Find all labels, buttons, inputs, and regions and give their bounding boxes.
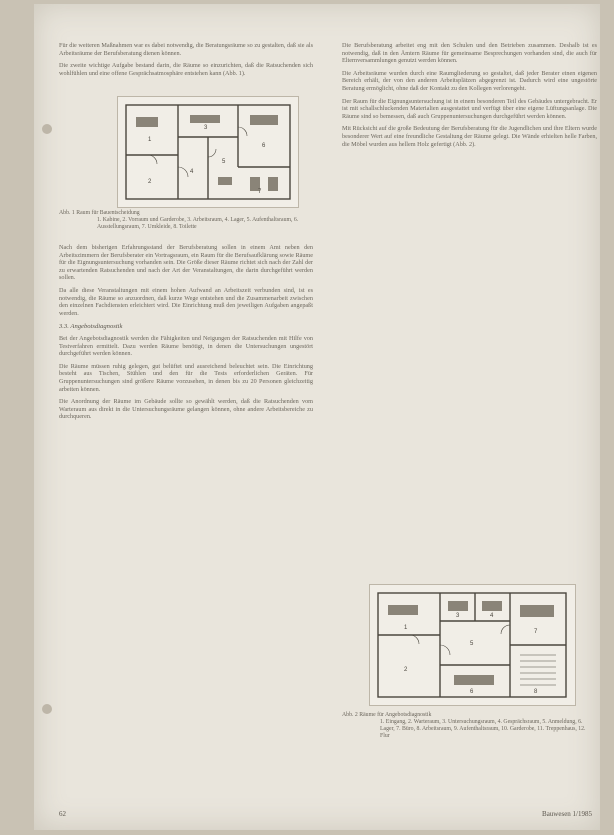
floor-plan-drawing [118, 97, 298, 207]
punch-hole [42, 704, 52, 714]
svg-text:2: 2 [148, 179, 152, 185]
svg-text:3: 3 [204, 125, 208, 131]
paragraph: Die Anordnung der Räume im Gebäude sollte so gewählt werden, daß die Ratsuchenden vom Warteraum aus direkt in die Untersuchungsräume gelangen können, ohne andere Arbeitsbereiche zu durchqueren. [59, 398, 313, 421]
paragraph: Für die weiteren Maßnahmen war es dabei notwendig, die Beratungsräume so zu gestalten, daß sie als Arbeitsräume der Berufsberatung dienen können. [59, 42, 313, 57]
figure-label: Abb. 2 [342, 712, 358, 718]
left-column-top [59, 42, 313, 92]
svg-text:7: 7 [258, 189, 262, 195]
svg-text:4: 4 [490, 613, 494, 619]
paragraph: Die Berufsberatung arbeitet eng mit den Schulen und den Betrieben zusammen. Deshalb ist es notwendig, daß in den Ämtern Räume für gemeinsame Besprechungen vorhanden sind, die auch für Elternversammlungen genutzt werden können. [342, 42, 597, 65]
left-column-middle [59, 244, 313, 444]
svg-text:3: 3 [456, 613, 460, 619]
figure-title: Räume für Angebotsdiagnostik [359, 712, 432, 718]
figure-caption-text: 1. Eingang, 2. Warteraum, 3. Untersuchungsraum, 4. Gesprächsraum, 5. Anmeldung, 6. Lager, 7. Büro, 8. Arbeitsraum, 9. Aufenthaltsraum, 10. Garderobe, 11. Treppenhaus, 12. Flur [380, 719, 586, 739]
figure-2-caption [342, 712, 592, 740]
paragraph: Die Räume müssen ruhig gelegen, gut belüftet und ausreichend beleuchtet sein. Die Einrichtung besteht aus Tischen, Stühlen und den für die Tests erforderlichen Geräten. Für Gruppenuntersuchungen sind größere Räume vorzusehen, in denen bis zu 20 Personen gleichzeitig arbeiten können. [59, 362, 313, 393]
svg-text:8: 8 [534, 689, 538, 695]
svg-text:1: 1 [148, 137, 152, 143]
figure-title: Raum für Bauentscheidung [76, 210, 140, 216]
paragraph: Nach dem bisherigen Erfahrungsstand der Berufsberatung sollen in einem Amt neben den Arbeitszimmern der Berufsberater ein Vortragsraum, ein Raum für die Berufsaufklärung sowie Räume für die Eignungsuntersuchung vorhanden sein. Die Größe dieser Räume richtet sich nach der Zahl der zu erwartenden Ratsuchenden und nach der Art der Veranstaltungen, die darin durchgeführt werden sollen. [59, 244, 313, 282]
right-column-text [342, 42, 597, 582]
svg-text:7: 7 [534, 629, 538, 635]
svg-text:1: 1 [404, 625, 408, 631]
paragraph: Die Arbeitsräume wurden durch eine Raumgliederung so gestaltet, daß jeder Berater einen eigenen Bereich erhält, der von den anderen Arbeitsplätzen abgegrenzt ist. Dadurch wird eine ungestörte Beratung ermöglicht, ohne daß der Kontakt zu den Kollegen verlorengeht. [342, 69, 597, 92]
svg-text:5: 5 [470, 641, 474, 647]
svg-text:5: 5 [222, 159, 226, 165]
punch-hole [42, 124, 52, 134]
svg-text:6: 6 [470, 689, 474, 695]
paragraph: Die zweite wichtige Aufgabe bestand darin, die Räume so einzurichten, daß die Ratsuchenden sich wohlfühlen und eine offene Gesprächsatmosphäre entstehen kann (Abb. 1). [59, 62, 313, 77]
page-number: 62 [59, 810, 66, 818]
figure-caption-text: 1. Kabine, 2. Vorraum und Garderobe, 3. Arbeitsraum, 4. Lager, 5. Aufenthaltsraum, 6. Ausstellungsraum, 7. Umkleide, 8. Toilette [97, 217, 299, 230]
figure-1-caption [59, 210, 309, 231]
floor-plan-figure-2 [369, 584, 576, 706]
paragraph: Mit Rücksicht auf die große Bedeutung der Berufsberatung für die Jugendlichen und ihre Eltern wurde besonderer Wert auf eine freundliche Gestaltung der Räume gelegt. Die Wände erhielten helle Farben, die Möbel wurden aus hellem Holz gefertigt (Abb. 2). [342, 125, 597, 148]
section-heading: 3.3. Angebotsdiagnostik [59, 323, 123, 331]
paragraph: Der Raum für die Eignungsuntersuchung ist in einem besonderen Teil des Gebäudes untergebracht. Er ist mit schallschluckenden Materialien ausgestattet und verfügt über eine eigene Lüftungsanlage. Die Räume sind so bemessen, daß auch Gruppenuntersuchungen durchgeführt werden können. [342, 97, 597, 120]
svg-text:6: 6 [262, 143, 266, 149]
paragraph: Bei der Angebotsdiagnostik werden die Fähigkeiten und Neigungen der Ratsuchenden mit Hilfe von Testverfahren ermittelt. Dazu werden Räume benötigt, in denen die Untersuchungen ungestört durchgeführt werden können. [59, 334, 313, 358]
svg-text:2: 2 [404, 667, 408, 673]
figure-label: Abb. 1 [59, 210, 75, 216]
floor-plan-drawing [370, 585, 575, 705]
document-page [34, 4, 600, 830]
journal-footer: Bauwesen 1/1985 [542, 810, 592, 818]
floor-plan-figure-1 [117, 96, 299, 208]
svg-text:4: 4 [190, 169, 194, 175]
paragraph: Da alle diese Veranstaltungen mit einem hohen Aufwand an Arbeitszeit verbunden sind, ist es notwendig, die Räume so anzuordnen, daß kurze Wege entstehen und die Zusammenarbeit zwischen den einzelnen Fachdiensten erleichtert wird. Die Einrichtung muß den jeweiligen Aufgaben angepaßt werden. [59, 286, 313, 317]
